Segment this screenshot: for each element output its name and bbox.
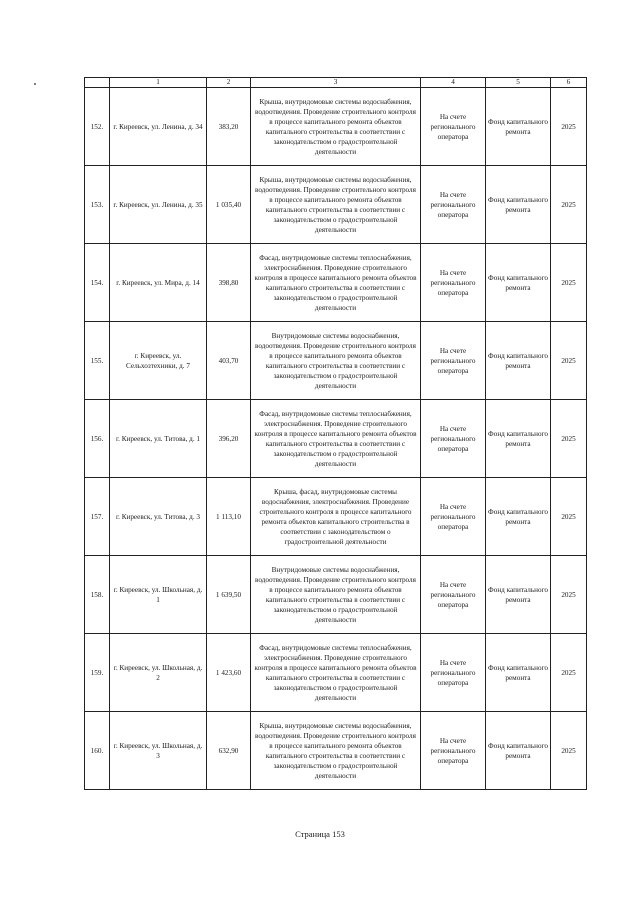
funding-source: Фонд капитального ремонта — [486, 712, 551, 790]
funding-account: На счете регионального оператора — [421, 634, 486, 712]
table-row — [85, 634, 587, 712]
funding-source: Фонд капитального ремонта — [486, 556, 551, 634]
planned-year: 2025 — [551, 556, 587, 634]
funding-account: На счете регионального оператора — [421, 712, 486, 790]
funding-source: Фонд капитального ремонта — [486, 244, 551, 322]
column-header-4: 4 — [421, 78, 486, 88]
row-number: 156. — [85, 400, 110, 478]
row-number: 154. — [85, 244, 110, 322]
building-area: 383,20 — [207, 88, 251, 166]
planned-year: 2025 — [551, 166, 587, 244]
funding-source: Фонд капитального ремонта — [486, 166, 551, 244]
column-number-header — [85, 78, 110, 88]
funding-source: Фонд капитального ремонта — [486, 88, 551, 166]
building-area: 396,20 — [207, 400, 251, 478]
planned-year: 2025 — [551, 322, 587, 400]
repair-works: Крыша, фасад, внутридомовые системы водоснабжения, электроснабжения. Проведение строительного контроля в процессе капитального ремонта объектов капитального строительства в соответствии с законодательством о градостроительной деятельности — [251, 478, 421, 556]
row-number: 160. — [85, 712, 110, 790]
row-number: 159. — [85, 634, 110, 712]
funding-account: На счете регионального оператора — [421, 556, 486, 634]
planned-year: 2025 — [551, 478, 587, 556]
funding-source: Фонд капитального ремонта — [486, 322, 551, 400]
repair-works: Крыша, внутридомовые системы водоснабжения, водоотведения. Проведение строительного контроля в процессе капитального ремонта объектов капитального строительства в соответствии с законодательством о градостроительной деятельности — [251, 166, 421, 244]
column-header-2: 2 — [207, 78, 251, 88]
table-row — [85, 712, 587, 790]
table-row — [85, 400, 587, 478]
building-area: 1 423,60 — [207, 634, 251, 712]
building-area: 1 639,50 — [207, 556, 251, 634]
table-row — [85, 166, 587, 244]
funding-account: На счете регионального оператора — [421, 88, 486, 166]
repair-works: Внутридомовые системы водоснабжения, водоотведения. Проведение строительного контроля в процессе капитального ремонта объектов капитального строительства в соответствии с законодательством о градостроительной деятельности — [251, 556, 421, 634]
page-footer — [0, 829, 640, 839]
funding-account: На счете регионального оператора — [421, 244, 486, 322]
planned-year: 2025 — [551, 400, 587, 478]
funding-account: На счете регионального оператора — [421, 478, 486, 556]
table-row — [85, 244, 587, 322]
table-row — [85, 322, 587, 400]
row-number: 155. — [85, 322, 110, 400]
column-header-5: 5 — [486, 78, 551, 88]
table-row — [85, 478, 587, 556]
scan-speck — [34, 83, 36, 85]
row-number: 157. — [85, 478, 110, 556]
repair-works: Крыша, внутридомовые системы водоснабжения, водоотведения. Проведение строительного контроля в процессе капитального ремонта объектов капитального строительства в соответствии с законодательством о градостроительной деятельности — [251, 712, 421, 790]
table-row — [85, 556, 587, 634]
funding-source: Фонд капитального ремонта — [486, 634, 551, 712]
repair-program-table — [84, 77, 587, 790]
funding-account: На счете регионального оператора — [421, 166, 486, 244]
building-area: 632,90 — [207, 712, 251, 790]
planned-year: 2025 — [551, 88, 587, 166]
repair-works: Фасад, внутридомовые системы теплоснабжения, электроснабжения. Проведение строительного контроля в процессе капитального ремонта объектов капитального строительства в соответствии с законодательством о градостроительной деятельности — [251, 244, 421, 322]
building-address: г. Киреевск, ул. Школьная, д. 1 — [110, 556, 207, 634]
planned-year: 2025 — [551, 244, 587, 322]
table-header-row — [85, 78, 587, 88]
building-area: 403,70 — [207, 322, 251, 400]
column-header-6: 6 — [551, 78, 587, 88]
repair-works: Крыша, внутридомовые системы водоснабжения, водоотведения. Проведение строительного контроля в процессе капитального ремонта объектов капитального строительства в соответствии с законодательством о градостроительной деятельности — [251, 88, 421, 166]
funding-source: Фонд капитального ремонта — [486, 478, 551, 556]
table-row — [85, 88, 587, 166]
building-address: г. Киреевск, ул. Мира, д. 14 — [110, 244, 207, 322]
page-number-label: Страница 153 — [295, 829, 345, 839]
building-address: г. Киреевск, ул. Сельхозтехники, д. 7 — [110, 322, 207, 400]
building-address: г. Киреевск, ул. Ленина, д. 35 — [110, 166, 207, 244]
row-number: 153. — [85, 166, 110, 244]
building-address: г. Киреевск, ул. Титова, д. 3 — [110, 478, 207, 556]
funding-source: Фонд капитального ремонта — [486, 400, 551, 478]
column-header-1: 1 — [110, 78, 207, 88]
column-header-3: 3 — [251, 78, 421, 88]
building-area: 1 035,40 — [207, 166, 251, 244]
funding-account: На счете регионального оператора — [421, 400, 486, 478]
building-address: г. Киреевск, ул. Ленина, д. 34 — [110, 88, 207, 166]
planned-year: 2025 — [551, 634, 587, 712]
row-number: 152. — [85, 88, 110, 166]
building-area: 398,80 — [207, 244, 251, 322]
funding-account: На счете регионального оператора — [421, 322, 486, 400]
repair-works: Внутридомовые системы водоснабжения, водоотведения. Проведение строительного контроля в процессе капитального ремонта объектов капитального строительства в соответствии с законодательством о градостроительной деятельности — [251, 322, 421, 400]
building-area: 1 113,10 — [207, 478, 251, 556]
row-number: 158. — [85, 556, 110, 634]
building-address: г. Киреевск, ул. Школьная, д. 3 — [110, 712, 207, 790]
repair-works: Фасад, внутридомовые системы теплоснабжения, электроснабжения. Проведение строительного контроля в процессе капитального ремонта объектов капитального строительства в соответствии с законодательством о градостроительной деятельности — [251, 634, 421, 712]
building-address: г. Киреевск, ул. Титова, д. 1 — [110, 400, 207, 478]
building-address: г. Киреевск, ул. Школьная, д. 2 — [110, 634, 207, 712]
planned-year: 2025 — [551, 712, 587, 790]
repair-works: Фасад, внутридомовые системы теплоснабжения, электроснабжения. Проведение строительного контроля в процессе капитального ремонта объектов капитального строительства в соответствии с законодательством о градостроительной деятельности — [251, 400, 421, 478]
